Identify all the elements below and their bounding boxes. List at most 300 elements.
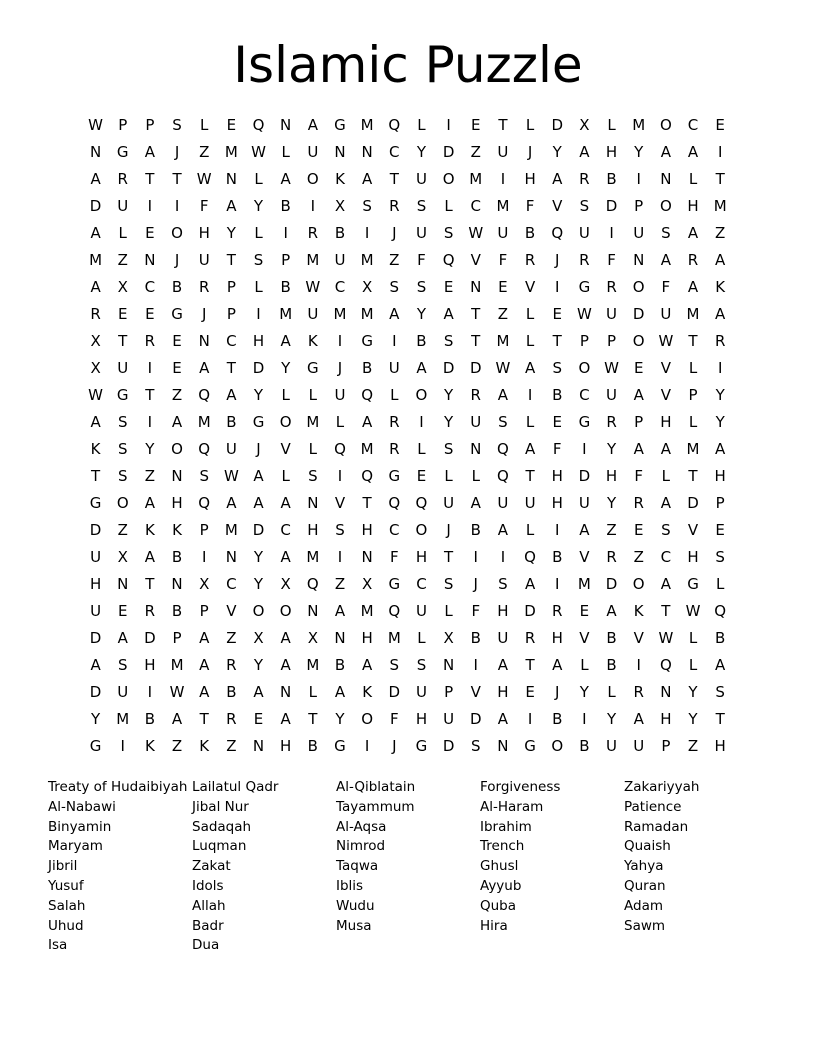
grid-letter[interactable]: D	[89, 683, 102, 701]
grid-letter[interactable]: L	[281, 467, 290, 485]
grid-letter[interactable]: U	[415, 170, 427, 188]
grid-letter[interactable]: I	[364, 737, 370, 755]
grid-letter[interactable]: R	[687, 251, 699, 269]
grid-letter[interactable]: I	[636, 656, 641, 674]
grid-letter[interactable]: R	[117, 170, 128, 188]
grid-letter[interactable]: Q	[198, 386, 211, 404]
grid-letter[interactable]: H	[415, 548, 428, 566]
grid-letter[interactable]: H	[252, 332, 265, 350]
grid-letter[interactable]: S	[416, 656, 427, 674]
grid-letter[interactable]: R	[226, 656, 237, 674]
grid-letter[interactable]: N	[470, 278, 482, 296]
grid-letter[interactable]: I	[446, 116, 451, 134]
grid-letter[interactable]: H	[171, 494, 183, 512]
grid-letter[interactable]: T	[498, 116, 508, 134]
grid-letter[interactable]: J	[201, 305, 207, 323]
grid-letter[interactable]: O	[116, 494, 129, 512]
grid-letter[interactable]: H	[714, 737, 726, 755]
grid-letter[interactable]: M	[306, 548, 320, 566]
grid-letter[interactable]: J	[256, 440, 261, 458]
grid-letter[interactable]: M	[577, 575, 591, 593]
grid-letter[interactable]: S	[715, 683, 725, 701]
grid-letter[interactable]: D	[388, 683, 401, 701]
grid-letter[interactable]: U	[497, 629, 509, 647]
grid-letter[interactable]: G	[415, 737, 428, 755]
grid-letter[interactable]: J	[555, 683, 560, 701]
grid-letter[interactable]: L	[417, 116, 426, 134]
grid-letter[interactable]: C	[389, 521, 400, 539]
grid-letter[interactable]: P	[226, 305, 236, 323]
grid-letter[interactable]: A	[497, 710, 509, 728]
grid-letter[interactable]: B	[524, 224, 536, 242]
grid-letter[interactable]: V	[579, 548, 590, 566]
grid-letter[interactable]: H	[415, 710, 428, 728]
grid-letter[interactable]: S	[253, 251, 264, 269]
grid-letter[interactable]: S	[443, 575, 454, 593]
grid-letter[interactable]: B	[470, 521, 481, 539]
grid-letter[interactable]: Y	[90, 710, 101, 728]
grid-letter[interactable]: Q	[497, 440, 509, 458]
grid-letter[interactable]: A	[253, 467, 264, 485]
grid-letter[interactable]: Q	[388, 116, 401, 134]
grid-letter[interactable]: W	[169, 683, 185, 701]
grid-letter[interactable]: A	[280, 548, 291, 566]
grid-letter[interactable]: D	[89, 197, 102, 215]
grid-letter[interactable]: G	[116, 386, 129, 404]
grid-letter[interactable]: H	[551, 494, 563, 512]
grid-letter[interactable]: E	[498, 278, 508, 296]
grid-letter[interactable]: I	[609, 224, 614, 242]
grid-letter[interactable]: K	[144, 521, 155, 539]
grid-letter[interactable]: B	[606, 629, 617, 647]
grid-letter[interactable]: K	[144, 737, 155, 755]
grid-letter[interactable]: Q	[659, 656, 672, 674]
grid-letter[interactable]: A	[497, 656, 509, 674]
grid-letter[interactable]: Y	[416, 143, 427, 161]
grid-letter[interactable]: G	[334, 116, 346, 134]
grid-letter[interactable]: V	[470, 683, 481, 701]
grid-letter[interactable]: Q	[388, 494, 401, 512]
grid-letter[interactable]: X	[117, 278, 128, 296]
grid-letter[interactable]: C	[144, 278, 156, 296]
grid-letter[interactable]: S	[117, 440, 128, 458]
grid-letter[interactable]: C	[226, 575, 237, 593]
grid-letter[interactable]: N	[361, 548, 373, 566]
grid-letter[interactable]: I	[147, 413, 153, 431]
grid-letter[interactable]: U	[578, 224, 590, 242]
grid-letter[interactable]: J	[555, 251, 560, 269]
grid-letter[interactable]: L	[254, 170, 263, 188]
grid-letter[interactable]: B	[334, 224, 346, 242]
grid-letter[interactable]: X	[334, 197, 346, 215]
grid-letter[interactable]: A	[633, 386, 644, 404]
grid-letter[interactable]: A	[90, 170, 101, 188]
grid-letter[interactable]: L	[607, 116, 616, 134]
grid-letter[interactable]: G	[361, 332, 373, 350]
grid-letter[interactable]: B	[606, 170, 617, 188]
grid-letter[interactable]: H	[89, 575, 102, 593]
grid-letter[interactable]: T	[715, 170, 725, 188]
grid-letter[interactable]: L	[688, 359, 698, 377]
grid-letter[interactable]: Z	[606, 521, 617, 539]
grid-letter[interactable]: G	[687, 575, 699, 593]
grid-letter[interactable]: D	[605, 197, 618, 215]
grid-letter[interactable]: K	[715, 278, 726, 296]
grid-letter[interactable]: F	[552, 440, 562, 458]
grid-letter[interactable]: U	[117, 197, 129, 215]
grid-letter[interactable]: A	[226, 386, 237, 404]
grid-letter[interactable]: N	[225, 170, 237, 188]
grid-letter[interactable]: S	[498, 575, 508, 593]
grid-letter[interactable]: J	[527, 143, 533, 161]
grid-letter[interactable]: G	[388, 575, 401, 593]
grid-letter[interactable]: I	[283, 224, 288, 242]
grid-letter[interactable]: G	[252, 413, 265, 431]
grid-letter[interactable]: B	[361, 359, 373, 377]
grid-letter[interactable]: A	[362, 413, 373, 431]
grid-letter[interactable]: S	[416, 278, 427, 296]
grid-letter[interactable]: Z	[171, 737, 183, 755]
grid-letter[interactable]: A	[470, 494, 481, 512]
grid-letter[interactable]: L	[715, 575, 725, 593]
grid-letter[interactable]: U	[497, 143, 509, 161]
grid-letter[interactable]: B	[280, 197, 291, 215]
grid-letter[interactable]: I	[555, 521, 560, 539]
grid-letter[interactable]: G	[578, 278, 591, 296]
grid-letter[interactable]: I	[717, 143, 723, 161]
grid-letter[interactable]: H	[687, 197, 699, 215]
grid-letter[interactable]: L	[118, 224, 127, 242]
grid-letter[interactable]: Y	[634, 143, 644, 161]
grid-letter[interactable]: T	[145, 170, 155, 188]
grid-letter[interactable]: N	[307, 602, 319, 620]
grid-letter[interactable]: D	[89, 521, 102, 539]
grid-letter[interactable]: V	[280, 440, 291, 458]
grid-letter[interactable]: R	[226, 710, 237, 728]
grid-letter[interactable]: E	[633, 359, 644, 377]
grid-letter[interactable]: Y	[606, 440, 617, 458]
grid-letter[interactable]: Y	[606, 494, 617, 512]
grid-letter[interactable]: W	[305, 278, 321, 296]
grid-letter[interactable]: I	[473, 656, 478, 674]
grid-letter[interactable]: M	[686, 440, 700, 458]
grid-letter[interactable]: L	[444, 602, 453, 620]
grid-letter[interactable]: S	[117, 467, 128, 485]
grid-letter[interactable]: W	[251, 143, 266, 161]
grid-letter[interactable]: B	[171, 278, 183, 296]
grid-letter[interactable]: Q	[388, 602, 401, 620]
grid-letter[interactable]: D	[144, 629, 156, 647]
grid-letter[interactable]: U	[225, 440, 237, 458]
grid-letter[interactable]: P	[172, 629, 182, 647]
grid-letter[interactable]: U	[633, 224, 645, 242]
grid-letter[interactable]: M	[224, 143, 238, 161]
grid-letter[interactable]: R	[90, 305, 101, 323]
grid-letter[interactable]: V	[660, 359, 671, 377]
grid-letter[interactable]: X	[280, 575, 291, 593]
grid-letter[interactable]: R	[606, 413, 617, 431]
grid-letter[interactable]: T	[362, 494, 372, 512]
grid-letter[interactable]: I	[364, 224, 370, 242]
grid-letter[interactable]: A	[579, 143, 590, 161]
grid-letter[interactable]: H	[551, 629, 563, 647]
grid-letter[interactable]: R	[198, 278, 210, 296]
grid-letter[interactable]: C	[579, 386, 590, 404]
grid-letter[interactable]: G	[388, 467, 401, 485]
grid-letter[interactable]: H	[687, 548, 699, 566]
grid-letter[interactable]: M	[496, 332, 510, 350]
grid-letter[interactable]: D	[578, 467, 591, 485]
grid-letter[interactable]: A	[389, 305, 400, 323]
grid-letter[interactable]: Q	[551, 224, 564, 242]
grid-letter[interactable]: O	[252, 602, 265, 620]
grid-letter[interactable]: Q	[334, 440, 346, 458]
grid-letter[interactable]: C	[226, 332, 237, 350]
grid-letter[interactable]: L	[254, 224, 263, 242]
grid-letter[interactable]: Q	[714, 602, 727, 620]
grid-letter[interactable]: M	[279, 305, 293, 323]
grid-letter[interactable]: V	[660, 386, 671, 404]
grid-letter[interactable]: U	[117, 683, 129, 701]
grid-letter[interactable]: U	[633, 737, 645, 755]
grid-letter[interactable]: H	[307, 521, 319, 539]
grid-letter[interactable]: Q	[524, 548, 536, 566]
grid-letter[interactable]: A	[715, 251, 726, 269]
grid-letter[interactable]: Y	[226, 224, 236, 242]
grid-letter[interactable]: K	[90, 440, 101, 458]
grid-letter[interactable]: E	[579, 602, 590, 620]
grid-letter[interactable]: M	[224, 521, 238, 539]
grid-letter[interactable]: S	[172, 116, 182, 134]
grid-letter[interactable]: I	[582, 440, 587, 458]
grid-letter[interactable]: H	[605, 467, 618, 485]
grid-letter[interactable]: L	[525, 521, 535, 539]
grid-letter[interactable]: A	[117, 629, 128, 647]
grid-letter[interactable]: E	[416, 467, 427, 485]
grid-letter[interactable]: O	[632, 575, 645, 593]
grid-letter[interactable]: L	[688, 656, 698, 674]
grid-letter[interactable]: Y	[145, 440, 155, 458]
grid-letter[interactable]: P	[199, 521, 209, 539]
grid-letter[interactable]: Y	[688, 710, 698, 728]
grid-letter[interactable]: C	[687, 116, 699, 134]
grid-letter[interactable]: W	[196, 170, 212, 188]
grid-letter[interactable]: V	[552, 197, 563, 215]
grid-letter[interactable]: A	[443, 305, 454, 323]
grid-letter[interactable]: K	[199, 737, 210, 755]
grid-letter[interactable]: J	[392, 224, 397, 242]
grid-letter[interactable]: A	[90, 224, 101, 242]
grid-letter[interactable]: L	[308, 440, 317, 458]
grid-letter[interactable]: R	[606, 548, 617, 566]
grid-letter[interactable]: T	[226, 251, 236, 269]
grid-letter[interactable]: N	[89, 143, 102, 161]
grid-letter[interactable]: L	[580, 656, 589, 674]
grid-letter[interactable]: U	[415, 683, 427, 701]
grid-letter[interactable]: T	[172, 170, 182, 188]
grid-letter[interactable]: I	[636, 170, 641, 188]
grid-letter[interactable]: Q	[442, 251, 455, 269]
grid-letter[interactable]: S	[579, 197, 590, 215]
grid-letter[interactable]: I	[310, 197, 316, 215]
grid-letter[interactable]: U	[497, 494, 509, 512]
grid-letter[interactable]: Y	[281, 359, 291, 377]
grid-letter[interactable]: N	[497, 737, 509, 755]
grid-letter[interactable]: F	[607, 251, 616, 269]
grid-letter[interactable]: H	[198, 224, 210, 242]
grid-letter[interactable]: Z	[715, 224, 726, 242]
grid-letter[interactable]: S	[661, 521, 671, 539]
grid-letter[interactable]: A	[497, 386, 509, 404]
grid-letter[interactable]: L	[661, 467, 671, 485]
grid-letter[interactable]: C	[334, 278, 346, 296]
grid-letter[interactable]: J	[473, 575, 478, 593]
grid-letter[interactable]: H	[144, 656, 156, 674]
grid-letter[interactable]: A	[660, 143, 671, 161]
grid-letter[interactable]: T	[525, 467, 535, 485]
grid-letter[interactable]: M	[197, 413, 211, 431]
grid-letter[interactable]: P	[661, 737, 671, 755]
grid-letter[interactable]: M	[306, 656, 320, 674]
grid-letter[interactable]: L	[281, 143, 290, 161]
grid-letter[interactable]: C	[660, 548, 672, 566]
grid-letter[interactable]: J	[174, 143, 180, 161]
grid-letter[interactable]: I	[147, 197, 153, 215]
grid-letter[interactable]: U	[117, 359, 129, 377]
grid-letter[interactable]: B	[552, 386, 563, 404]
grid-letter[interactable]: D	[469, 710, 482, 728]
grid-letter[interactable]: D	[551, 116, 564, 134]
grid-letter[interactable]: R	[714, 332, 726, 350]
grid-letter[interactable]: R	[633, 494, 644, 512]
grid-letter[interactable]: A	[660, 575, 671, 593]
grid-letter[interactable]: M	[306, 413, 320, 431]
grid-letter[interactable]: N	[280, 116, 292, 134]
grid-letter[interactable]: A	[524, 575, 536, 593]
grid-letter[interactable]: R	[470, 386, 481, 404]
grid-letter[interactable]: X	[253, 629, 264, 647]
grid-letter[interactable]: A	[715, 440, 726, 458]
grid-letter[interactable]: L	[390, 386, 399, 404]
grid-letter[interactable]: A	[715, 305, 726, 323]
grid-letter[interactable]: U	[307, 143, 319, 161]
grid-letter[interactable]: E	[443, 278, 454, 296]
grid-letter[interactable]: V	[633, 629, 644, 647]
grid-letter[interactable]: Q	[497, 467, 509, 485]
grid-letter[interactable]: H	[497, 683, 509, 701]
grid-letter[interactable]: P	[199, 602, 209, 620]
grid-letter[interactable]: E	[145, 224, 155, 242]
grid-letter[interactable]: G	[334, 737, 346, 755]
grid-letter[interactable]: Y	[606, 710, 617, 728]
grid-letter[interactable]: O	[171, 224, 183, 242]
grid-letter[interactable]: S	[443, 224, 454, 242]
grid-letter[interactable]: A	[144, 143, 156, 161]
grid-letter[interactable]: E	[715, 521, 725, 539]
grid-letter[interactable]: V	[226, 602, 237, 620]
grid-letter[interactable]: A	[280, 332, 291, 350]
grid-letter[interactable]: A	[633, 440, 644, 458]
grid-letter[interactable]: U	[443, 710, 455, 728]
grid-letter[interactable]: T	[90, 467, 101, 485]
grid-letter[interactable]: L	[471, 467, 480, 485]
grid-letter[interactable]: I	[337, 548, 343, 566]
grid-letter[interactable]: R	[144, 602, 156, 620]
grid-letter[interactable]: L	[525, 116, 535, 134]
grid-letter[interactable]: T	[444, 548, 454, 566]
grid-letter[interactable]: L	[525, 332, 535, 350]
grid-letter[interactable]: A	[226, 494, 237, 512]
grid-letter[interactable]: T	[145, 386, 155, 404]
grid-letter[interactable]: Z	[226, 629, 237, 647]
grid-letter[interactable]: U	[415, 602, 427, 620]
grid-letter[interactable]: E	[253, 710, 264, 728]
grid-letter[interactable]: U	[443, 494, 455, 512]
grid-letter[interactable]: V	[524, 278, 536, 296]
grid-letter[interactable]: A	[334, 683, 346, 701]
grid-letter[interactable]: A	[253, 494, 264, 512]
grid-letter[interactable]: A	[199, 683, 210, 701]
grid-letter[interactable]: N	[117, 575, 129, 593]
grid-letter[interactable]: E	[172, 332, 182, 350]
grid-letter[interactable]: T	[661, 602, 671, 620]
grid-letter[interactable]: S	[498, 413, 508, 431]
grid-letter[interactable]: U	[606, 386, 618, 404]
grid-letter[interactable]: X	[443, 629, 454, 647]
grid-letter[interactable]: M	[632, 116, 646, 134]
grid-letter[interactable]: V	[470, 251, 481, 269]
grid-letter[interactable]: Z	[171, 386, 183, 404]
grid-letter[interactable]: O	[306, 170, 319, 188]
grid-letter[interactable]: A	[524, 440, 536, 458]
grid-letter[interactable]: Z	[633, 548, 644, 566]
grid-letter[interactable]: U	[470, 413, 482, 431]
grid-letter[interactable]: M	[387, 629, 401, 647]
grid-letter[interactable]: B	[280, 278, 291, 296]
grid-letter[interactable]: R	[389, 197, 400, 215]
grid-letter[interactable]: Y	[688, 683, 698, 701]
grid-letter[interactable]: O	[171, 440, 183, 458]
grid-letter[interactable]: I	[555, 278, 560, 296]
grid-letter[interactable]: H	[524, 170, 536, 188]
grid-letter[interactable]: Y	[552, 143, 562, 161]
grid-letter[interactable]: C	[280, 521, 291, 539]
grid-letter[interactable]: O	[632, 332, 645, 350]
grid-letter[interactable]: T	[226, 359, 236, 377]
grid-letter[interactable]: N	[171, 467, 183, 485]
grid-letter[interactable]: M	[360, 305, 374, 323]
grid-letter[interactable]: L	[525, 413, 535, 431]
grid-letter[interactable]: A	[660, 440, 671, 458]
grid-letter[interactable]: W	[604, 359, 619, 377]
grid-letter[interactable]: T	[471, 332, 481, 350]
grid-letter[interactable]: Y	[253, 548, 264, 566]
grid-letter[interactable]: U	[334, 386, 346, 404]
grid-letter[interactable]: S	[443, 440, 454, 458]
grid-letter[interactable]: C	[470, 197, 481, 215]
grid-letter[interactable]: S	[715, 548, 725, 566]
grid-letter[interactable]: A	[687, 143, 699, 161]
grid-letter[interactable]: U	[90, 602, 102, 620]
grid-letter[interactable]: Y	[444, 413, 454, 431]
grid-letter[interactable]: P	[715, 494, 725, 512]
grid-letter[interactable]: M	[496, 197, 510, 215]
grid-letter[interactable]: S	[117, 656, 128, 674]
grid-letter[interactable]: D	[605, 575, 618, 593]
grid-letter[interactable]: E	[471, 116, 481, 134]
grid-letter[interactable]: R	[389, 440, 400, 458]
grid-letter[interactable]: I	[555, 575, 560, 593]
